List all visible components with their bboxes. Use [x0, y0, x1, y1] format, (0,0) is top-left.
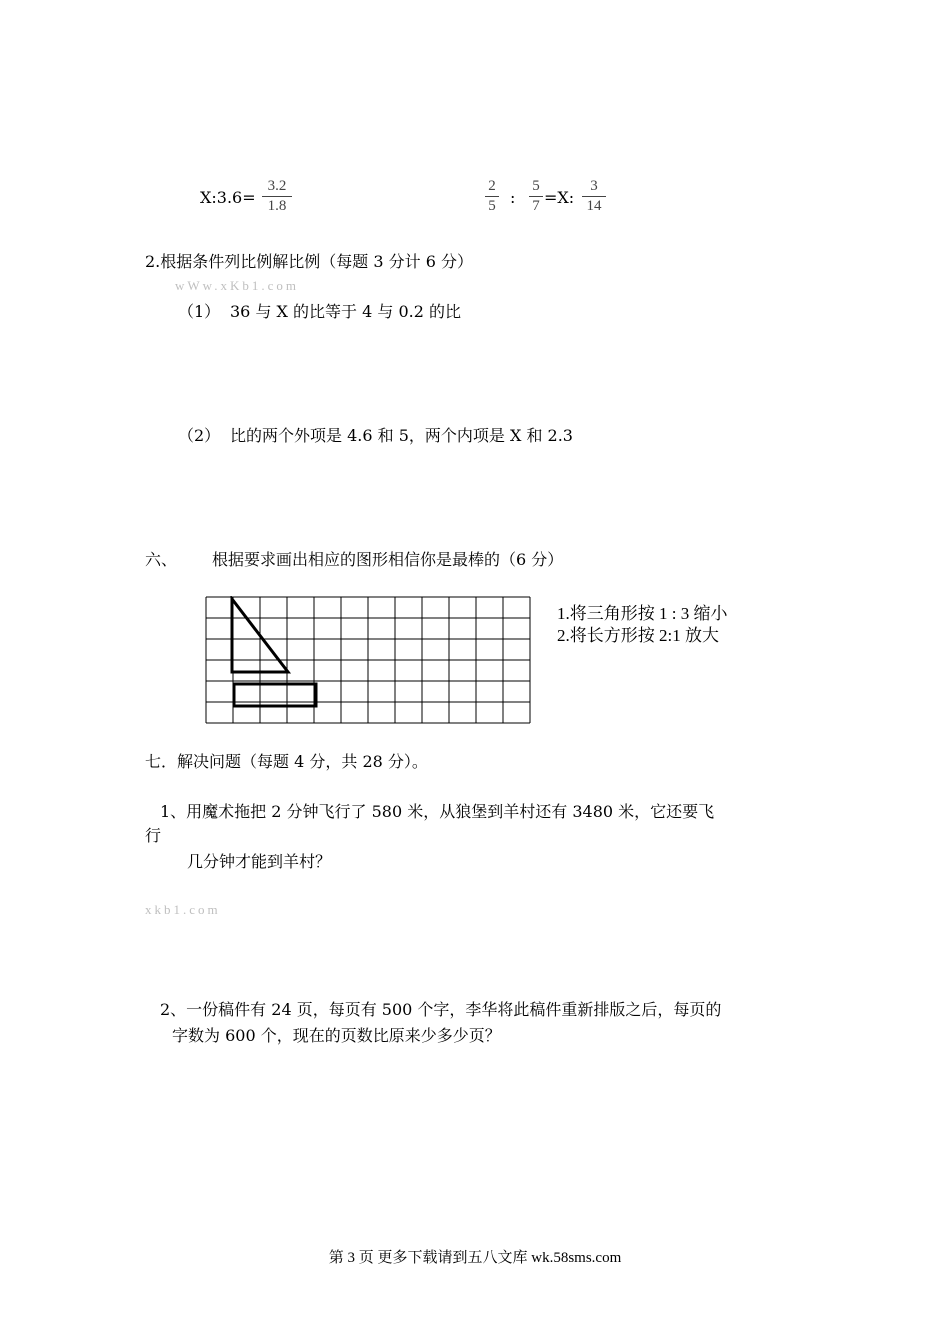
equation-2-colon: :	[510, 188, 516, 207]
fraction-denominator: 5	[488, 198, 496, 214]
grid-rectangle	[234, 684, 316, 706]
equation-2-fraction-1	[485, 178, 499, 215]
page-footer: 第 3 页 更多下载请到五八文库 wk.58sms.com	[328, 1250, 622, 1266]
instruction-1: 1.将三角形按 1 : 3 缩小	[557, 604, 728, 623]
question-2-text: 比的两个外项是 4.6 和 5，两个内项是 X 和 2.3	[230, 426, 573, 445]
instruction-2: 2.将长方形按 2:1 放大	[557, 626, 719, 645]
problem-1-line-3: 几分钟才能到羊村？	[187, 852, 332, 871]
equation-2-fraction-3	[582, 178, 606, 215]
fraction-bar	[262, 196, 292, 197]
fraction-numerator: 3.2	[267, 178, 287, 194]
fraction-numerator: 5	[532, 178, 540, 194]
section-7-heading: 七．解决问题（每题 4 分，共 28 分）。	[145, 752, 428, 771]
equation-2-fraction-2	[529, 178, 543, 215]
question-1-text: 36 与 X 的比等于 4 与 0.2 的比	[230, 302, 461, 321]
problem-2-line-2: 字数为 600 个，现在的页数比原来少多少页？	[172, 1026, 501, 1045]
watermark-2: xkb1.com	[145, 902, 221, 917]
fraction-numerator: 2	[488, 178, 496, 194]
watermark: wWw.xKb1.com	[175, 278, 299, 293]
fraction-bar	[582, 196, 606, 197]
section-6-number: 六、	[145, 550, 178, 569]
fraction-denominator: 7	[532, 198, 540, 214]
fraction-denominator: 14	[586, 198, 602, 214]
fraction-numerator: 3	[590, 178, 598, 194]
problem-1-line-1: 1、用魔术拖把 2 分钟飞行了 580 米，从狼堡到羊村还有 3480 米，它还要飞	[160, 802, 715, 821]
question-1-index: （1）	[178, 302, 221, 321]
problem-2-line-1: 2、一份稿件有 24 页，每页有 500 个字，李华将此稿件重新排版之后，每页的	[160, 1000, 722, 1019]
problem-1-line-2: 行	[145, 826, 162, 845]
fraction-bar	[529, 196, 543, 197]
section-2-heading: 2.根据条件列比例解比例（每题 3 分计 6 分）	[145, 252, 473, 271]
equation-1-fraction	[262, 178, 292, 215]
drawing-grid	[205, 596, 533, 724]
question-2-index: （2）	[178, 426, 221, 445]
fraction-bar	[485, 196, 499, 197]
equation-2-mid: =X:	[544, 188, 575, 207]
equation-1-lhs: X:3.6=	[200, 188, 256, 207]
fraction-denominator: 1.8	[267, 198, 287, 214]
section-6-title: 根据要求画出相应的图形相信你是最棒的（6 分）	[212, 550, 564, 569]
